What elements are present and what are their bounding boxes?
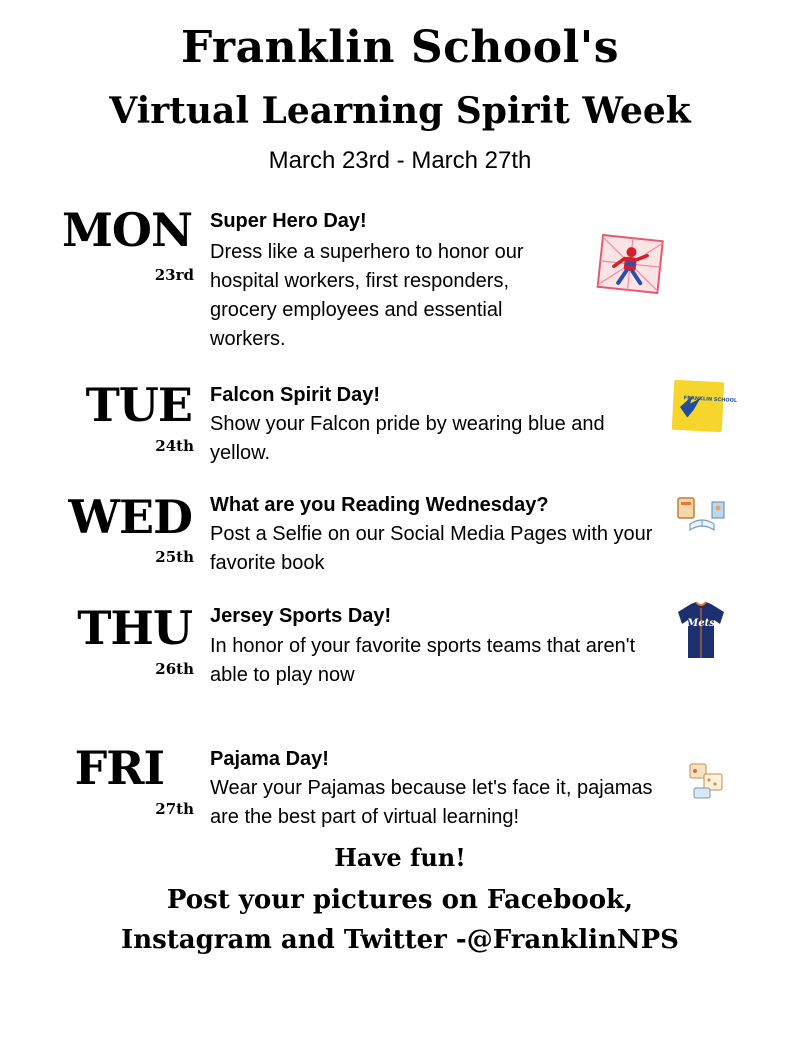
day-date-thu: 26th xyxy=(155,660,194,678)
footer-post-pictures: Post your pictures on Facebook, xyxy=(166,885,634,915)
entry-title-mon: Super Hero Day! xyxy=(210,210,367,232)
entry-desc-mon: Dress like a superhero to honor our hospital workers, first responders, grocery employees and essential workers. xyxy=(210,241,524,350)
pajama-icon xyxy=(684,758,728,802)
entry-title-tue: Falcon Spirit Day! xyxy=(210,384,381,406)
falcon-logo-text: FRANKLIN SCHOOL xyxy=(683,395,738,405)
day-abbr-mon: MON xyxy=(61,203,192,257)
entry-desc-fri: Wear your Pajamas because let's face it, pajamas are the best part of virtual learning! xyxy=(210,777,653,828)
jersey-text: Mets xyxy=(687,618,715,629)
page-title: Franklin School's xyxy=(180,22,620,73)
day-abbr-thu: THU xyxy=(77,601,192,655)
entry-title-wed: What are you Reading Wednesday? xyxy=(210,494,549,516)
day-abbr-fri: FRI xyxy=(74,741,164,795)
day-abbr-tue: TUE xyxy=(85,378,192,432)
day-abbr-wed: WED xyxy=(68,490,192,544)
entry-desc-thu: In honor of your favorite sports teams that aren't able to play now xyxy=(210,635,636,686)
falcon-logo-icon xyxy=(670,378,738,434)
entry-desc-tue: Show your Falcon pride by wearing blue and yellow. xyxy=(210,413,605,464)
jersey-icon xyxy=(676,600,726,662)
day-date-fri: 27th xyxy=(155,800,194,818)
footer-social-handle: Instagram and Twitter -@FranklinNPS xyxy=(121,925,679,955)
page-subtitle: Virtual Learning Spirit Week xyxy=(109,90,691,132)
day-date-wed: 25th xyxy=(155,548,194,566)
entry-title-thu: Jersey Sports Day! xyxy=(210,605,392,627)
superhero-icon xyxy=(596,232,664,300)
day-date-tue: 24th xyxy=(155,437,194,455)
book-icon xyxy=(672,494,728,534)
entry-title-fri: Pajama Day! xyxy=(210,748,329,770)
date-range: March 23rd - March 27th xyxy=(268,147,532,174)
footer-have-fun: Have fun! xyxy=(334,843,466,872)
entry-desc-wed: Post a Selfie on our Social Media Pages with your favorite book xyxy=(210,523,653,574)
day-date-mon: 23rd xyxy=(154,266,194,284)
